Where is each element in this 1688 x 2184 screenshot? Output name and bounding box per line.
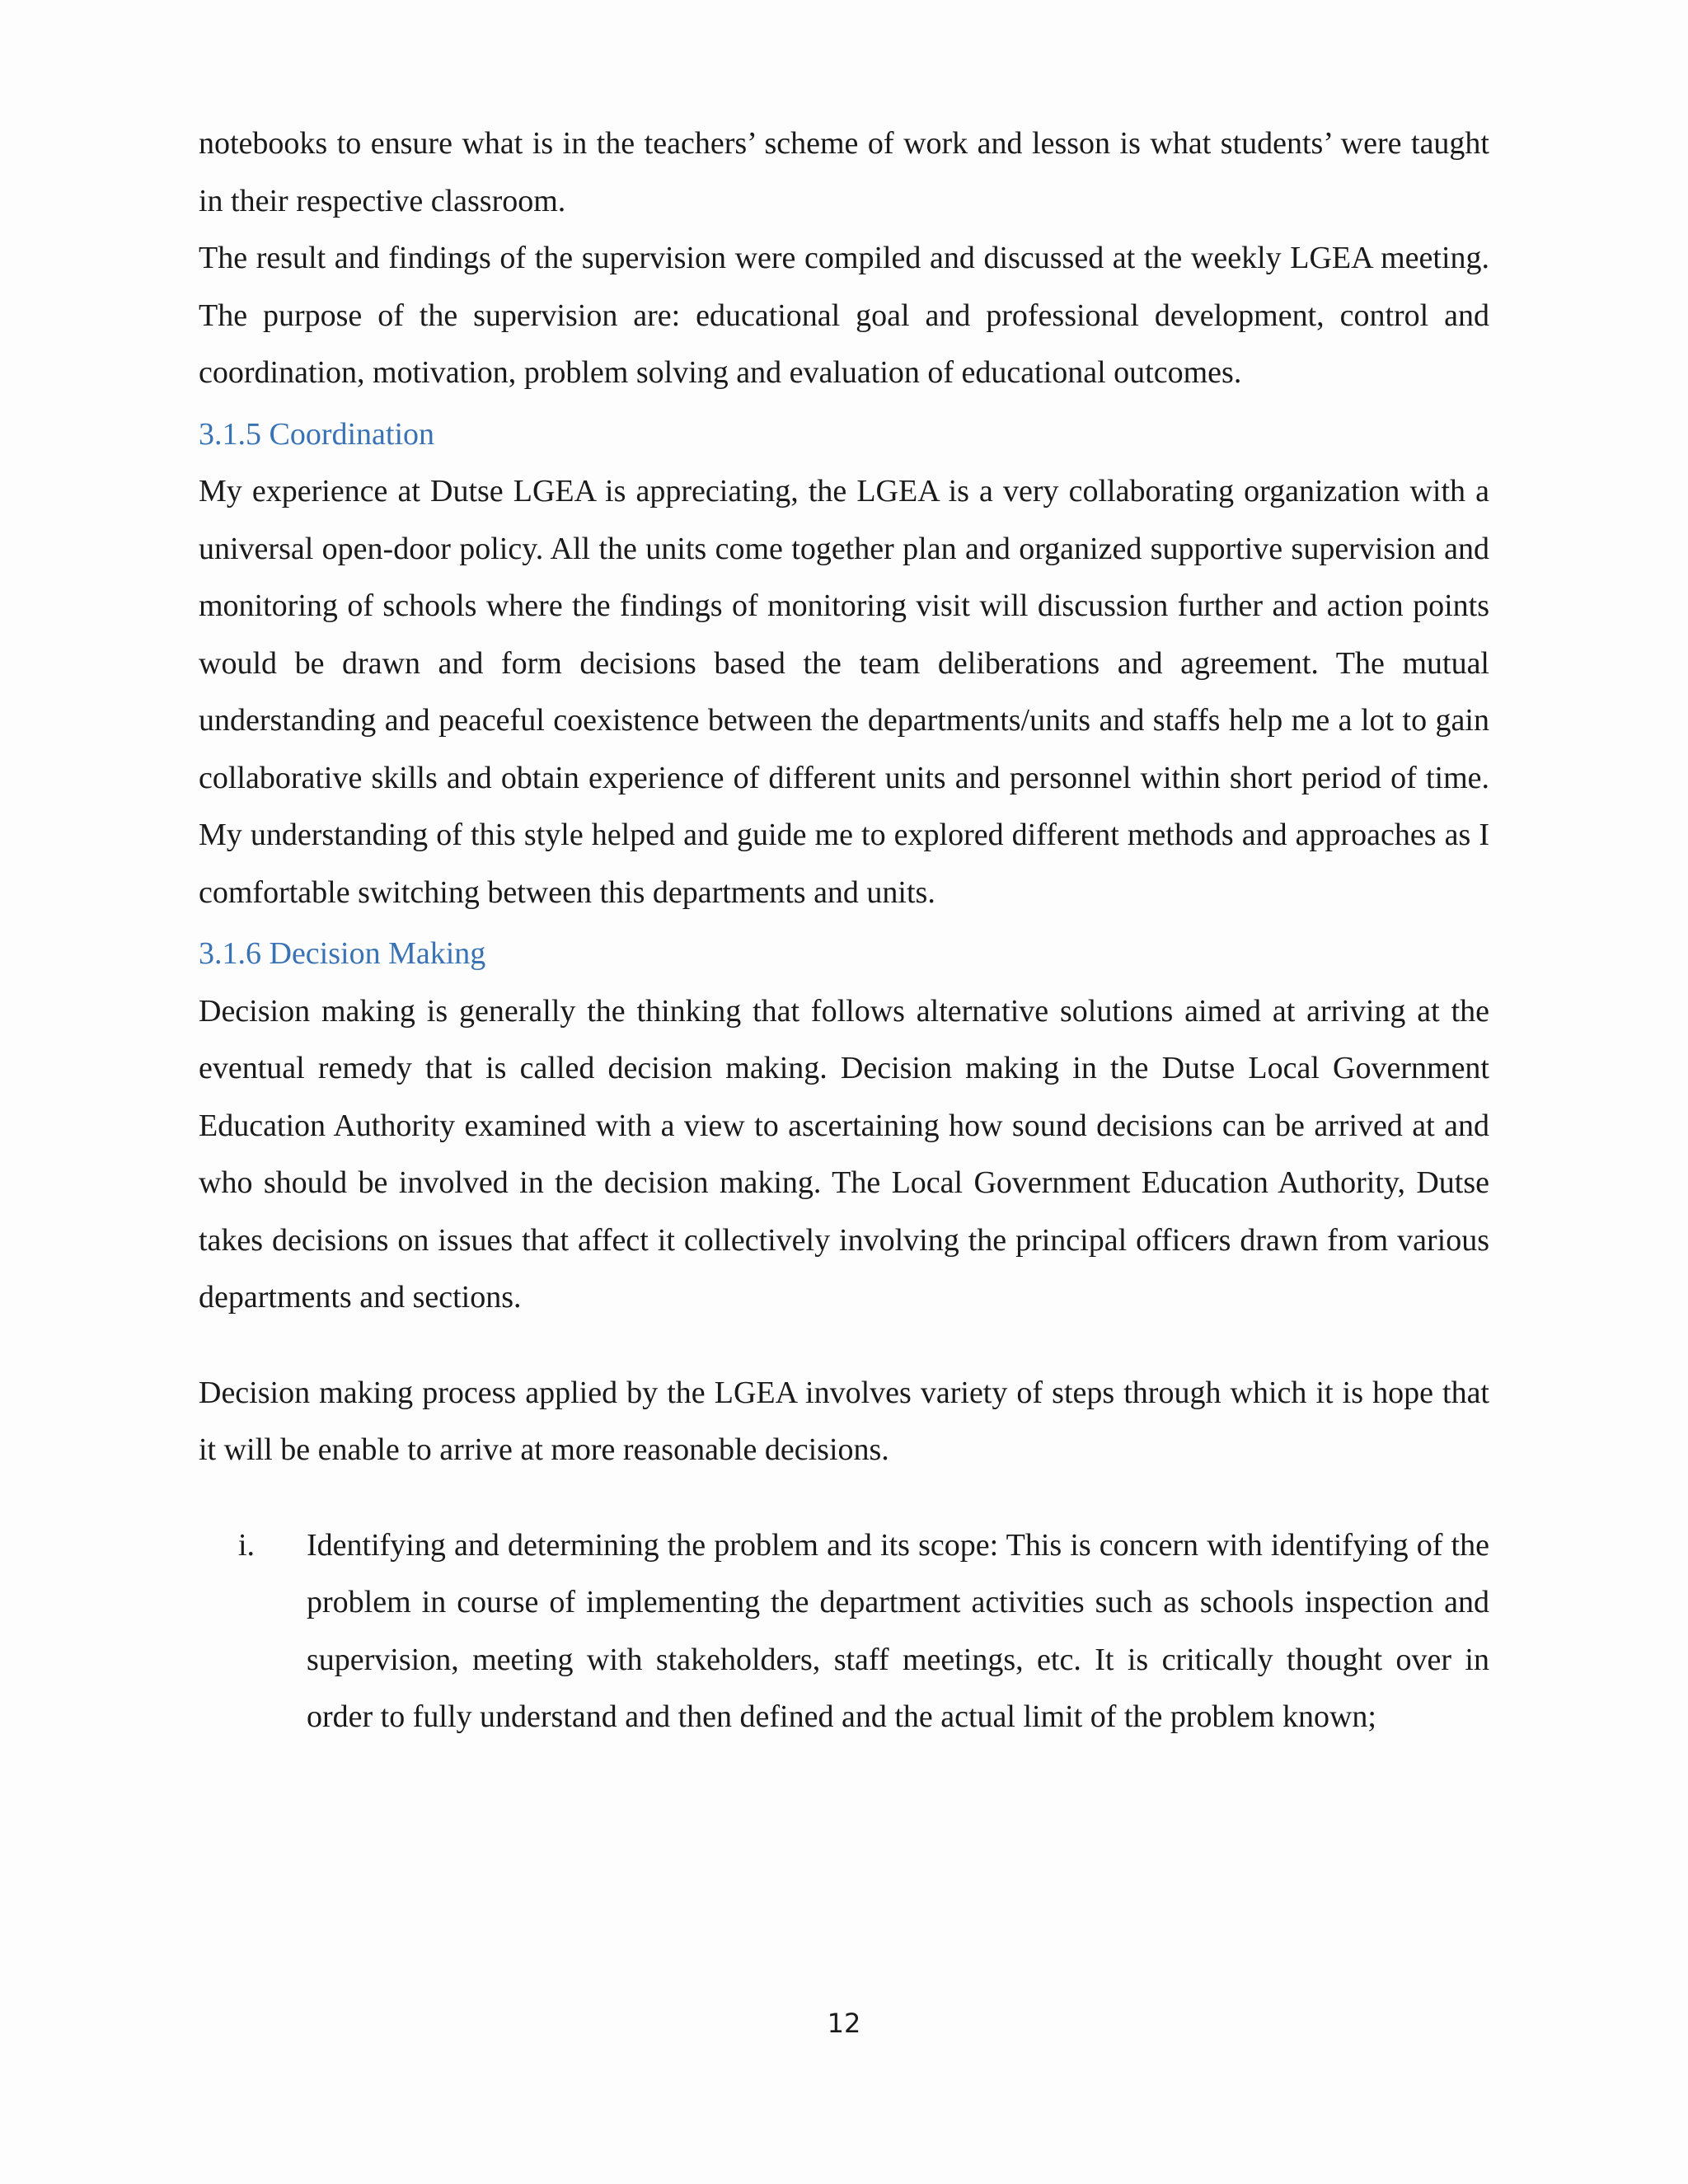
list-item <box>199 1517 1489 1746</box>
paragraph-decision-making-process: Decision making process applied by the LGEA involves variety of steps through which it is hope that it will be enable to arrive at more reasonable decisions. <box>199 1375 1489 1467</box>
paragraph-supervision-findings: The result and findings of the supervision were compiled and discussed at the weekly LGEA meeting. The purpose of the supervision are: educational goal and professional development, control and coordination, motivation, problem solving and evaluation of educational outcomes. <box>199 241 1489 390</box>
section-heading-coordination: 3.1.5 Coordination <box>199 416 435 452</box>
section-heading-decision-making: 3.1.6 Decision Making <box>199 936 486 971</box>
page-number: 12 <box>827 2008 861 2039</box>
document-page <box>199 115 1489 1746</box>
list-marker: i. <box>238 1527 256 1563</box>
paragraph-decision-making-definition: Decision making is generally the thinking that follows alternative solutions aimed at arriving at the eventual remedy that is called decision making. Decision making in the Dutse Local Government Education Authority examined with a view to ascertaining how sound decisions can be arrived at and who should be involved in the decision making. The Local Government Education Authority, Dutse takes decisions on issues that affect it collectively involving the principal officers drawn from various departments and sections. <box>199 993 1489 1315</box>
paragraph-coordination: My experience at Dutse LGEA is appreciating, the LGEA is a very collaborating organization with a universal open-door policy. All the units come together plan and organized supportive supervision and monitoring of schools where the findings of monitoring visit will discussion further and action points would be drawn and form decisions based the team deliberations and agreement. The mutual understanding and peaceful coexistence between the departments/units and staffs help me a lot to gain collaborative skills and obtain experience of different units and personnel within short period of time. My understanding of this style helped and guide me to explored different methods and approaches as I comfortable switching between this departments and units. <box>199 474 1489 910</box>
paragraph-supervision-continued: notebooks to ensure what is in the teachers’ scheme of work and lesson is what students’ were taught in their respective classroom. <box>199 126 1489 218</box>
list-item-text: Identifying and determining the problem and its scope: This is concern with identifying of the problem in course of implementing the department activities such as schools inspection and supervision, meeting with stakeholders, staff meetings, etc. It is critically thought over in order to fully understand and then defined and the actual limit of the problem known; <box>307 1527 1489 1734</box>
decision-steps-list <box>199 1517 1489 1746</box>
